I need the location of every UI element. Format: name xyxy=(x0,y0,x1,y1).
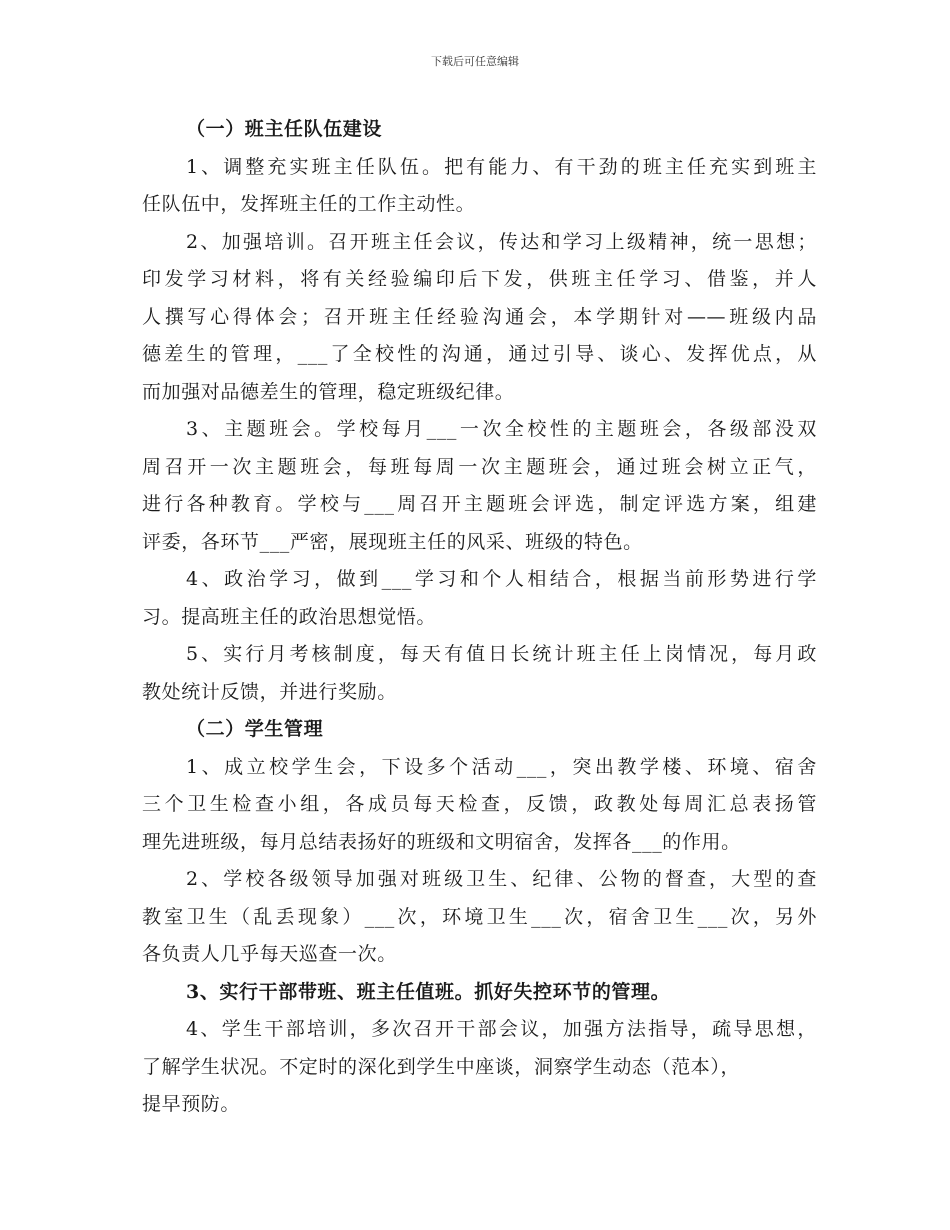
paragraph-line: 德差生的管理，___了全校性的沟通，通过引导、谈心、发挥优点，从 xyxy=(142,343,817,365)
paragraph-line: 教室卫生（乱丢现象）___次，环境卫生___次，宿舍卫生___次，另外 xyxy=(142,905,817,928)
paragraph-line: 人撰写心得体会；召开班主任经验沟通会，本学期针对——班级内品 xyxy=(142,305,817,328)
paragraph-line: 3、主题班会。学校每月___一次全校性的主题班会，各级部没双 xyxy=(186,418,817,440)
paragraph-line: 教处统计反馈，并进行奖励。 xyxy=(142,680,397,703)
paragraph-line: 理先进班级，每月总结表扬好的班级和文明宿舍，发挥各___的作用。 xyxy=(142,830,741,853)
paragraph-line: 2、学校各级领导加强对班级卫生、纪律、公物的督查，大型的查 xyxy=(186,868,817,890)
paragraph-line: 进行各种教育。学校与___周召开主题班会评选，制定评选方案，组建 xyxy=(142,493,817,515)
page-header: 下载后可任意编辑 xyxy=(431,55,519,68)
document-body xyxy=(142,111,817,1124)
section-heading: （一）班主任队伍建设 xyxy=(186,118,383,140)
paragraph-line: 4、政治学习，做到___学习和个人相结合，根据当前形势进行学 xyxy=(186,568,817,590)
paragraph-line: 1、调整充实班主任队伍。把有能力、有干劲的班主任充实到班主 xyxy=(186,155,817,178)
paragraph-line: 了解学生状况。不定时的深化到学生中座谈，洞察学生动态（范本）， xyxy=(142,1055,741,1078)
paragraph-line: 1、成立校学生会，下设多个活动___，突出教学楼、环境、宿舍 xyxy=(186,755,817,778)
paragraph-line: 周召开一次主题班会，每班每周一次主题班会，通过班会树立正气， xyxy=(142,455,817,478)
section-heading: （二）学生管理 xyxy=(186,718,324,740)
paragraph-line: 而加强对品德差生的管理，稳定班级纪律。 xyxy=(142,380,515,403)
bold-paragraph-line: 3、实行干部带班、班主任值班。抓好失控环节的管理。 xyxy=(186,980,671,1003)
paragraph-line: 4、学生干部培训，多次召开干部会议，加强方法指导，疏导思想， xyxy=(186,1018,817,1040)
paragraph-line: 习。提高班主任的政治思想觉悟。 xyxy=(142,605,437,628)
paragraph-line: 2、加强培训。召开班主任会议，传达和学习上级精神，统一思想； xyxy=(186,230,817,253)
paragraph-line: 印发学习材料，将有关经验编印后下发，供班主任学习、借鉴，并人 xyxy=(142,268,817,290)
paragraph-line: 提早预防。 xyxy=(142,1093,241,1115)
paragraph-line: 评委，各环节___严密，展现班主任的风采、班级的特色。 xyxy=(142,530,643,553)
paragraph-line: 三个卫生检查小组，各成员每天检查，反馈，政教处每周汇总表扬管 xyxy=(142,793,817,815)
paragraph-line: 各负责人几乎每天巡查一次。 xyxy=(142,943,397,965)
paragraph-line: 任队伍中，发挥班主任的工作主动性。 xyxy=(142,193,476,215)
paragraph-line: 5、实行月考核制度，每天有值日长统计班主任上岗情况，每月政 xyxy=(186,643,817,665)
